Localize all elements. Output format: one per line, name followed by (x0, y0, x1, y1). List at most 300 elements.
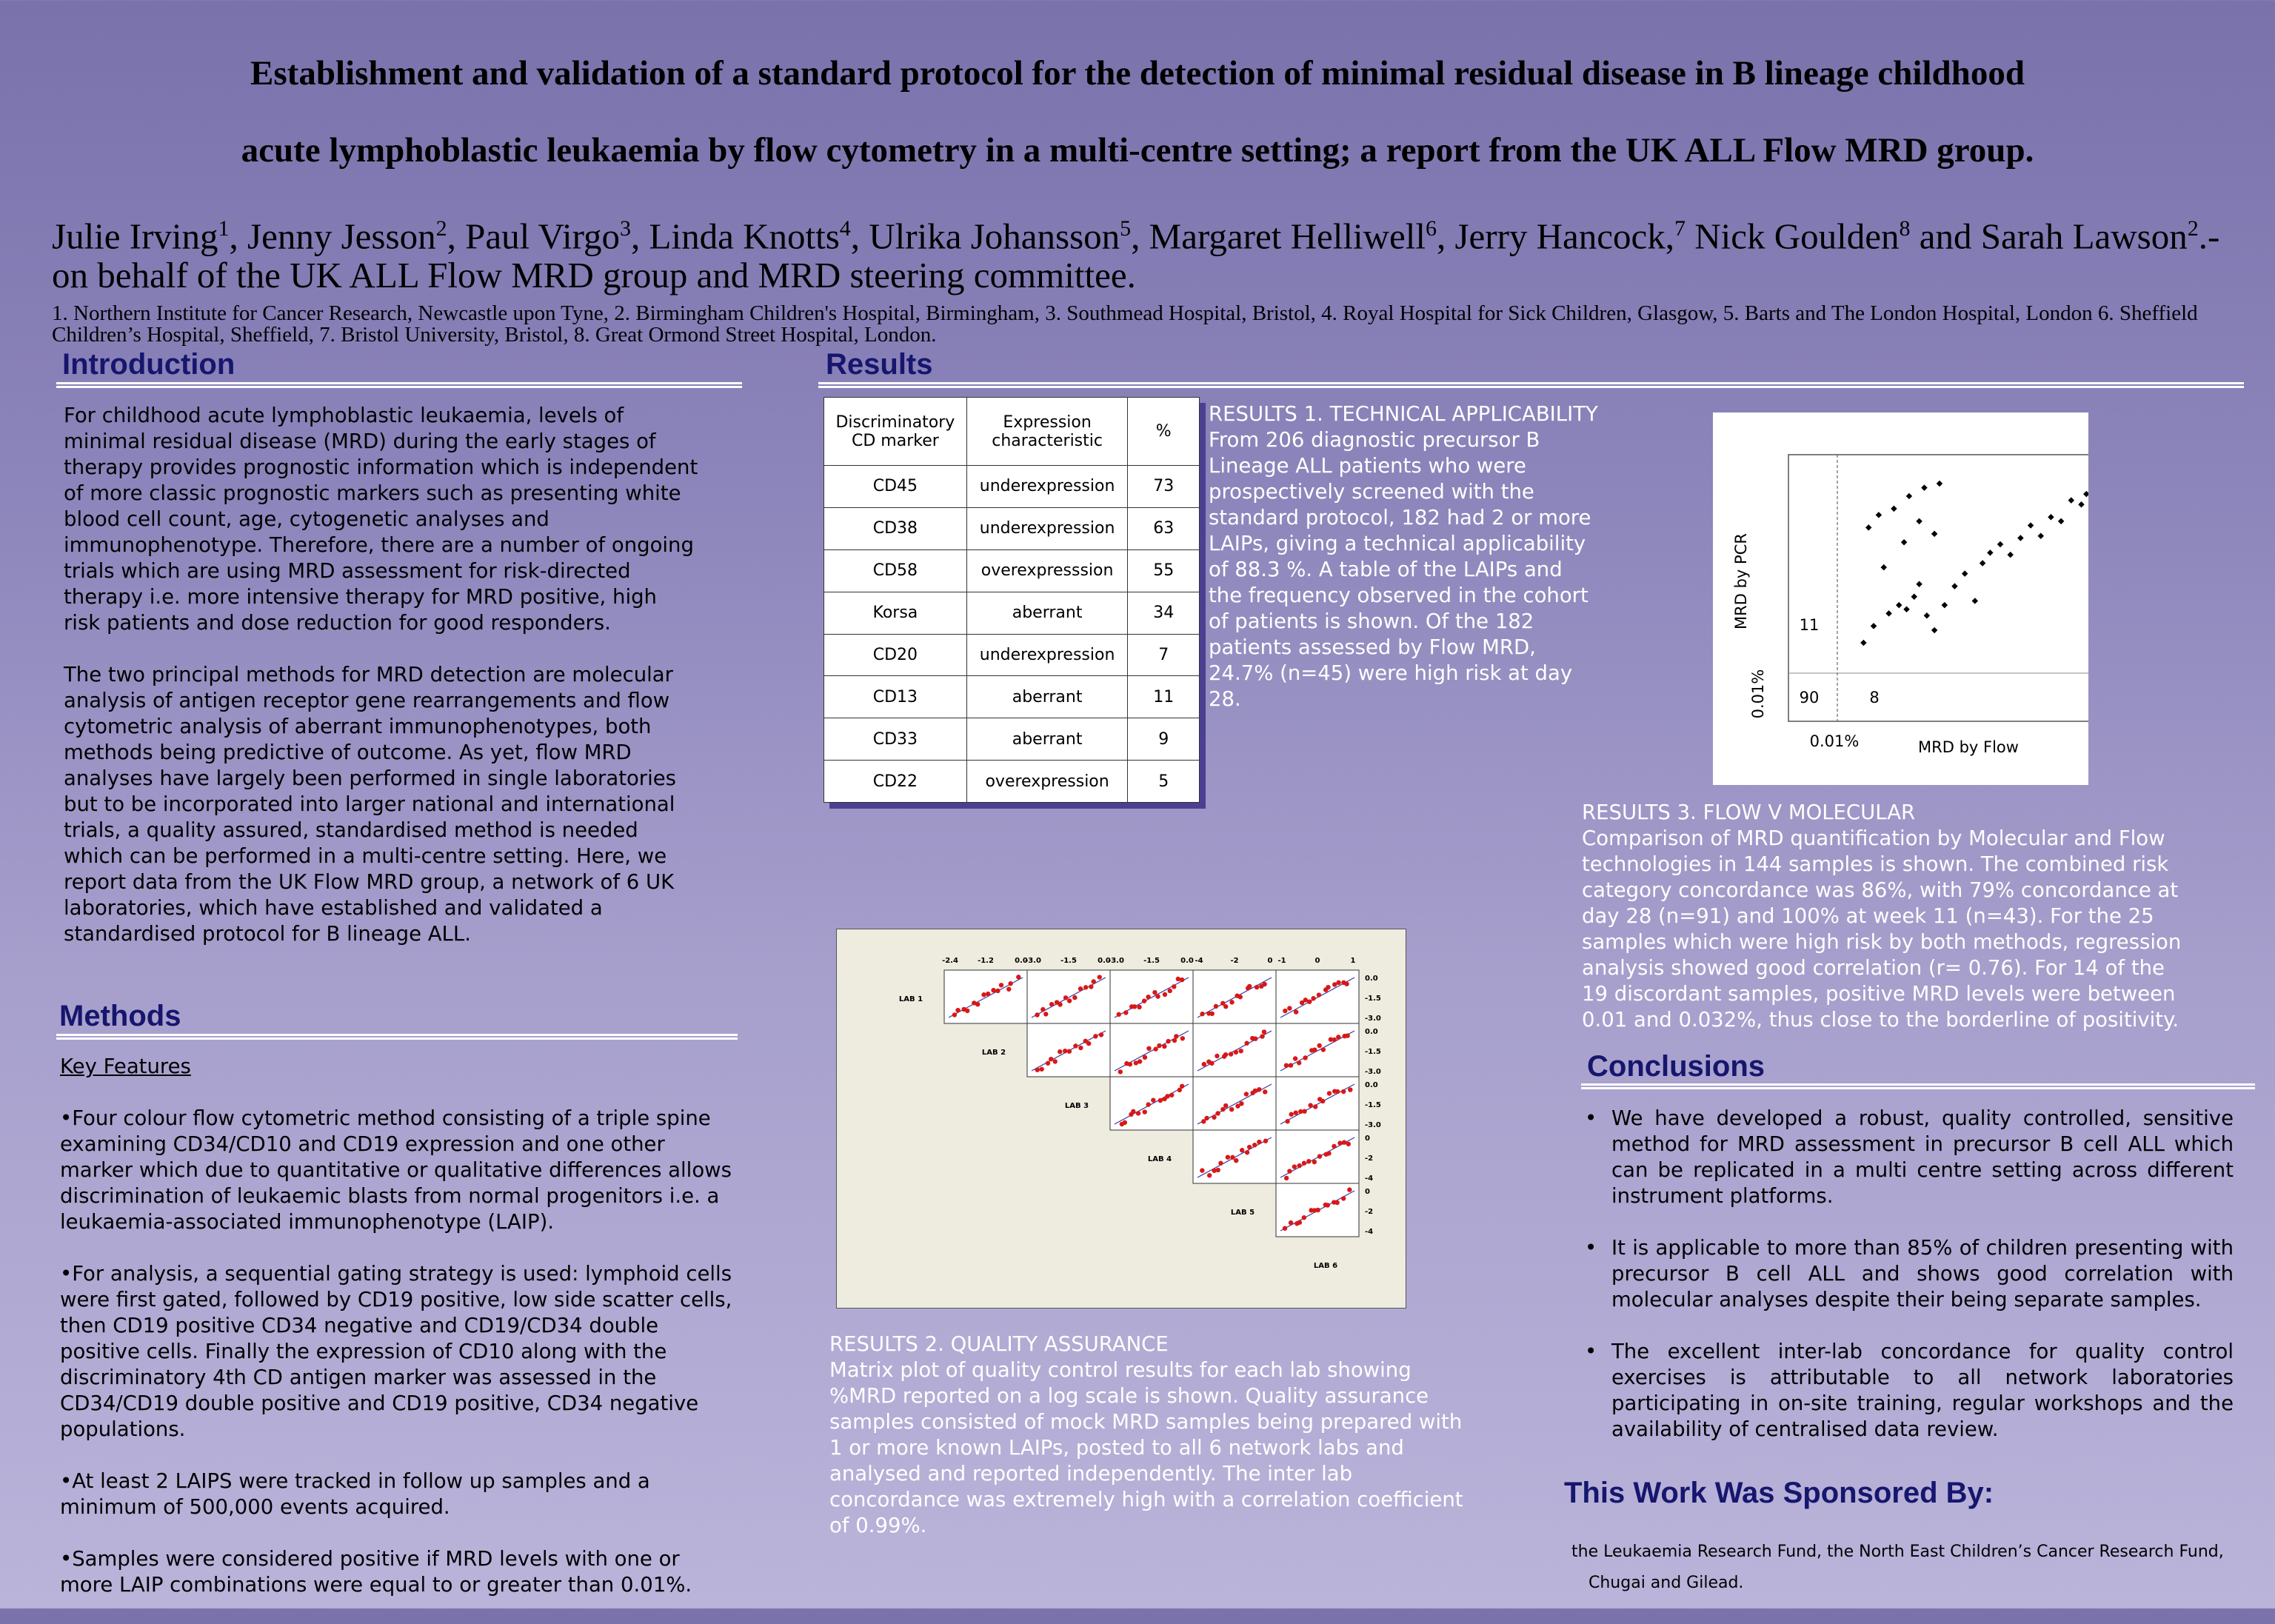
scatter-point (1860, 640, 1866, 646)
methods-subheading: Key Features (60, 1055, 191, 1078)
matrix-data-point (1311, 996, 1315, 1000)
matrix-data-point (1223, 1103, 1228, 1108)
matrix-data-point (1152, 990, 1157, 995)
matrix-data-point (1312, 1160, 1317, 1164)
matrix-top-tick-label: -1.5 (1143, 957, 1160, 965)
introduction-body (64, 403, 775, 973)
author-separator: , (229, 215, 248, 257)
matrix-data-point (1284, 1063, 1289, 1068)
matrix-data-point (1063, 1049, 1067, 1053)
matrix-data-point (1223, 1052, 1228, 1057)
matrix-cell (1110, 1023, 1193, 1077)
matrix-data-point (1297, 1163, 1301, 1168)
matrix-data-point (975, 1002, 980, 1006)
matrix-top-tick-label: -4 (1195, 957, 1203, 965)
matrix-data-point (1151, 1097, 1155, 1102)
conclusion-item: • We have developed a robust, quality controlled, sensitive method for MRD assessment in precursor B cell ALL which can be replicated in a multi centre setting across different instrument platforms. (1611, 1106, 2234, 1209)
matrix-data-point (1327, 1091, 1332, 1095)
x-axis-label: MRD by Flow (1918, 738, 2019, 756)
table-cell: CD45 (824, 466, 967, 508)
table-row (824, 761, 1200, 803)
matrix-data-point (1341, 1196, 1346, 1200)
matrix-data-point (1039, 1067, 1043, 1072)
author-name: Jerry Hancock, (1454, 215, 1675, 257)
matrix-data-point (1214, 1004, 1218, 1009)
matrix-data-point (1262, 982, 1266, 986)
scatter-point (1931, 627, 1937, 633)
matrix-data-point (1303, 1055, 1307, 1060)
matrix-data-point (1176, 977, 1180, 981)
results-3-title: RESULTS 3. FLOW V MOLECULAR (1582, 801, 1916, 824)
matrix-top-tick-label: -1.2 (978, 957, 994, 965)
matrix-data-point (1162, 1044, 1166, 1049)
matrix-data-point (1285, 1119, 1289, 1123)
table-cell: 5 (1128, 761, 1200, 803)
matrix-data-point (1313, 1104, 1317, 1109)
matrix-data-point (1089, 984, 1093, 989)
matrix-data-point (1240, 1148, 1244, 1152)
scatter-point (2007, 552, 2013, 558)
matrix-top-tick-label: -1 (1277, 957, 1286, 965)
scatter-point (1880, 564, 1886, 570)
matrix-data-point (1067, 998, 1072, 1003)
matrix-lab-label: LAB 2 (981, 1049, 1006, 1057)
matrix-data-point (999, 983, 1003, 987)
table-cell: aberrant (966, 592, 1128, 634)
flow-vs-pcr-scatter (1713, 412, 2088, 785)
matrix-data-point (1098, 975, 1102, 979)
matrix-data-point (1345, 1033, 1349, 1037)
matrix-data-point (965, 1009, 969, 1013)
matrix-data-point (1234, 1158, 1238, 1163)
author-affiliation-number: 2 (435, 216, 447, 241)
matrix-data-point (1143, 1109, 1147, 1114)
methods-item: •Samples were considered positive if MRD levels with one or more LAIP combinations were equal to or greater than 0.01%. (60, 1547, 692, 1597)
matrix-data-point (1168, 989, 1172, 993)
results-3 (1582, 800, 2248, 1033)
matrix-data-point (1229, 1000, 1234, 1004)
matrix-data-point (1245, 1150, 1249, 1154)
matrix-data-point (1215, 1054, 1219, 1058)
matrix-data-point (1204, 1116, 1209, 1120)
matrix-data-point (1289, 1220, 1293, 1225)
matrix-data-point (1326, 1151, 1331, 1155)
matrix-data-point (1234, 1050, 1238, 1055)
matrix-data-point (1117, 1012, 1121, 1017)
matrix-data-point (1336, 1035, 1340, 1039)
scatter-point (1865, 524, 1871, 530)
matrix-top-tick-label: 0 (1267, 957, 1273, 965)
matrix-data-point (1138, 1059, 1142, 1063)
matrix-data-point (1247, 1145, 1252, 1149)
table-row (824, 676, 1200, 718)
introduction-paragraph-1: For childhood acute lymphoblastic leukaemia, levels of minimal residual disease (MRD) during the early stages of therapy provides prognostic information which is independent of more classic prognostic markers such as presenting white blood cell count, age, cytogenetic analyses and immunophenotype. Therefore, there are a number of ongoing trials which are using MRD assessment for risk-directed therapy i.e. more intensive therapy for MRD positive, high risk patients and dose reduction for good responders. (64, 404, 698, 635)
results-3-text: Comparison of MRD quantification by Molecular and Flow technologies in 144 samples is shown. The combined risk category concordance was 86%, with 79% concordance at day 28 (n=91) and 100% at week 11 (n=43). For the 25 samples which were high risk by both methods, regression analysis showed good correlation (r= 0.76). For 14 of the 19 discordant samples, positive MRD levels were between 0.01 and 0.032%, thus close to the borderline of positivity. (1582, 826, 2182, 1032)
table-cell: CD33 (824, 718, 967, 761)
matrix-data-point (1302, 1161, 1306, 1166)
results-2 (829, 1331, 1511, 1539)
matrix-data-point (1035, 1067, 1040, 1072)
matrix-data-point (1247, 984, 1252, 989)
table-row (824, 549, 1200, 592)
matrix-data-point (1143, 1055, 1147, 1060)
matrix-data-point (1215, 1111, 1220, 1115)
scatter-point (1871, 623, 1877, 629)
matrix-data-point (991, 988, 995, 992)
matrix-right-tick-label: -1.5 (1365, 1101, 1381, 1109)
scatter-point (1921, 484, 1927, 490)
table-cell: CD58 (824, 549, 967, 592)
matrix-data-point (1260, 1034, 1264, 1038)
scatter-point (1896, 602, 1902, 608)
matrix-data-point (1158, 1098, 1163, 1103)
matrix-data-point (1180, 1084, 1184, 1089)
matrix-right-tick-label: 0 (1365, 1135, 1370, 1143)
methods-item: •For analysis, a sequential gating strategy is used: lymphoid cells were first gated, followed by CD19 positive, low side scatter cells, then CD19 positive CD34 negative and CD19/CD34 double positive cells. Finally the expression of CD10 along with the discriminatory 4th CD antigen marker was assessed in the CD34/CD19 double positive and CD19 positive, CD34 negative populations. (60, 1262, 732, 1441)
matrix-right-tick-label: 0.0 (1365, 1028, 1378, 1036)
matrix-top-tick-label: -2.4 (942, 957, 958, 965)
scatter-point (2058, 518, 2064, 524)
matrix-data-point (1317, 1154, 1322, 1158)
matrix-data-point (1210, 1012, 1215, 1016)
matrix-data-point (1302, 1215, 1306, 1220)
matrix-data-point (1253, 1037, 1257, 1041)
scatter-point (1997, 541, 2003, 547)
author-separator: .- on behalf of the UK ALL Flow MRD group and MRD steering committee. (52, 215, 2220, 296)
table-header-cell: Discriminatory CD marker (824, 398, 967, 466)
matrix-data-point (1262, 1029, 1266, 1034)
sponsors-line-1: the Leukaemia Research Fund, the North East Children’s Cancer Research Fund, (1571, 1543, 2224, 1561)
matrix-right-tick-label: 0.0 (1365, 975, 1378, 983)
matrix-data-point (1326, 1203, 1330, 1207)
table-row (824, 718, 1200, 761)
matrix-data-point (1123, 1010, 1128, 1015)
matrix-data-point (1006, 987, 1011, 992)
matrix-data-point (1341, 1089, 1346, 1094)
conclusions-heading: Conclusions (1587, 1050, 1765, 1083)
scatter-point (2078, 501, 2084, 507)
matrix-data-point (952, 1012, 957, 1017)
matrix-data-point (981, 992, 986, 997)
table-cell: aberrant (966, 718, 1128, 761)
matrix-data-point (1200, 1012, 1204, 1016)
matrix-data-point (1302, 1109, 1306, 1113)
table-cell: aberrant (966, 676, 1128, 718)
matrix-data-point (1238, 995, 1243, 999)
matrix-right-tick-label: -3.0 (1365, 1121, 1381, 1129)
table-cell: Korsa (824, 592, 967, 634)
table-cell: CD20 (824, 634, 967, 676)
qa-matrix-plot (837, 929, 1406, 1308)
author-affiliation-number: 3 (620, 216, 632, 241)
author-affiliation-number: 1 (218, 216, 230, 241)
results-1 (1209, 401, 1638, 712)
matrix-data-point (1294, 1009, 1298, 1014)
methods-item: •At least 2 LAIPS were tracked in follow up samples and a minimum of 500,000 events acquired. (60, 1469, 650, 1519)
matrix-data-point (1287, 1169, 1292, 1173)
table-cell: underexpression (966, 634, 1128, 676)
table-cell: overexpresssion (966, 549, 1128, 592)
matrix-data-point (1263, 1089, 1267, 1094)
matrix-lab-label: LAB 3 (1064, 1102, 1089, 1110)
matrix-data-point (1244, 1041, 1249, 1046)
poster-title-line2: acute lymphoblastic leukaemia by flow cytometry in a multi-centre setting; a report from the UK ALL Flow MRD group. (241, 131, 2034, 170)
matrix-data-point (1136, 1111, 1140, 1115)
matrix-data-point (1155, 994, 1160, 998)
scatter-point (1951, 583, 1957, 589)
matrix-lab-label: LAB 5 (1230, 1209, 1255, 1217)
table-cell: 55 (1128, 549, 1200, 592)
table-header-cell: Expression characteristic (966, 398, 1128, 466)
matrix-data-point (1336, 980, 1340, 985)
matrix-top-tick-label: 0 (1314, 957, 1320, 965)
quadrant-count-bottom-right: 8 (1869, 689, 1880, 706)
table-cell: 34 (1128, 592, 1200, 634)
author-name: Jenny Jesson (247, 215, 436, 257)
results-2-title: RESULTS 2. QUALITY ASSURANCE (829, 1332, 1169, 1356)
matrix-data-point (1153, 1046, 1157, 1051)
matrix-data-point (1308, 1103, 1312, 1107)
matrix-data-point (1332, 1144, 1336, 1149)
scatter-plot-frame (1788, 455, 2088, 721)
x-threshold-label: 0.01% (1809, 732, 1860, 750)
methods-body (60, 1054, 801, 1624)
matrix-cell (1193, 970, 1276, 1023)
matrix-data-point (1053, 1059, 1058, 1063)
author-affiliation-number: 4 (839, 216, 851, 241)
matrix-data-point (1043, 1012, 1048, 1016)
matrix-data-point (1287, 1006, 1292, 1010)
table-row (824, 592, 1200, 634)
matrix-data-point (1326, 985, 1330, 989)
matrix-data-point (1046, 1061, 1050, 1066)
matrix-data-point (1289, 1112, 1293, 1117)
matrix-top-tick-label: -3.0 (1108, 957, 1124, 965)
matrix-data-point (1289, 1063, 1293, 1067)
author-affiliation-number: 7 (1674, 216, 1686, 241)
matrix-data-point (1174, 1034, 1178, 1038)
matrix-data-point (1146, 995, 1150, 999)
matrix-data-point (1337, 1140, 1342, 1145)
matrix-right-tick-label: -2 (1365, 1208, 1374, 1216)
matrix-data-point (1172, 984, 1176, 989)
table-header-cell: % (1128, 398, 1200, 466)
scatter-point (1906, 493, 1912, 499)
table-cell: 9 (1128, 718, 1200, 761)
matrix-data-point (1212, 1115, 1216, 1120)
scatter-point (1891, 506, 1897, 512)
scatter-point (1987, 549, 1993, 555)
matrix-data-point (1297, 1220, 1302, 1225)
quadrant-count-top-left: 11 (1799, 616, 1820, 634)
results-1-text: From 206 diagnostic precursor B Lineage ALL patients who were prospectively screened with the standard protocol, 182 had 2 or more LAIPs, giving a technical applicability of 88.3 %. A table of the LAIPs and the frequency observed in the cohort of patients is shown. Of the 182 patients assessed by Flow MRD, 24.7% (n=45) were high risk at day 28. (1209, 428, 1591, 711)
scatter-point (1916, 581, 1922, 587)
author-separator: , (850, 215, 869, 257)
results-rule (818, 382, 2244, 388)
matrix-data-point (1137, 1005, 1141, 1009)
scatter-point (1972, 598, 1978, 604)
matrix-data-point (1157, 1043, 1161, 1048)
table-cell: CD13 (824, 676, 967, 718)
matrix-data-point (1067, 1049, 1072, 1054)
matrix-top-tick-label: -1.5 (1060, 957, 1077, 965)
introduction-rule (56, 382, 742, 388)
laip-table (824, 397, 1200, 803)
matrix-data-point (1169, 1093, 1174, 1097)
matrix-data-point (1263, 1139, 1268, 1143)
matrix-data-point (1118, 1069, 1123, 1074)
matrix-data-point (1123, 1120, 1127, 1125)
matrix-data-point (955, 1008, 960, 1012)
matrix-right-tick-label: -4 (1365, 1228, 1374, 1236)
matrix-data-point (1180, 978, 1184, 982)
matrix-data-point (1239, 1049, 1243, 1053)
conclusion-item: • The excellent inter-lab concordance for quality control exercises is attributable to all network laboratories participating in on-site training, regular workshops and the availability of centralised data review. (1611, 1339, 2234, 1443)
matrix-data-point (1209, 1061, 1214, 1066)
matrix-data-point (1334, 1200, 1339, 1205)
matrix-top-tick-label: 0.0 (1180, 957, 1194, 965)
matrix-data-point (1128, 1062, 1132, 1066)
scatter-point (2083, 491, 2088, 497)
results-1-title: RESULTS 1. TECHNICAL APPLICABILITY (1209, 402, 1598, 426)
conclusion-item: • It is applicable to more than 85% of children presenting with precursor B cell ALL and shows good correlation with molecular analyses despite their being separate samples. (1611, 1235, 2234, 1313)
author-name: Margaret Helliwell (1149, 215, 1426, 257)
matrix-data-point (1073, 1043, 1078, 1048)
table-cell: overexpression (966, 761, 1128, 803)
matrix-data-point (1342, 1140, 1346, 1144)
matrix-data-point (1040, 1007, 1045, 1012)
methods-item: •Four colour flow cytometric method consisting of a triple spine examining CD34/CD10 and CD19 expression and one other marker which due to quantitative or qualitative differences allows discrimination of leukaemic blasts from normal progenitors i.e. a leukaemia-associated immunophenotype (LAIP). (60, 1106, 732, 1234)
author-name: Linda Knotts (649, 215, 840, 257)
scatter-point (1911, 594, 1917, 600)
matrix-data-point (1283, 1009, 1287, 1013)
table-row (824, 634, 1200, 676)
matrix-data-point (1257, 1087, 1261, 1092)
author-affiliation-number: 2 (2187, 216, 2199, 241)
author-name: Julie Irving (52, 215, 218, 257)
scatter-point (1942, 602, 1948, 608)
matrix-data-point (1229, 1107, 1234, 1112)
results-2-text: Matrix plot of quality control results for each lab showing %MRD reported on a log scale is shown. Quality assurance samples consisted of mock MRD samples being prepared with 1 or more known LAIPs, posted to all 6 network labs and analysed and reported independently. The inter lab concordance was extremely high with a correlation coefficient of 0.99%. (829, 1358, 1463, 1537)
author-name: Paul Virgo (465, 215, 621, 257)
matrix-data-point (1142, 998, 1146, 1003)
matrix-data-point (1244, 1092, 1249, 1096)
matrix-data-point (1093, 1034, 1098, 1038)
table-cell: 73 (1128, 466, 1200, 508)
matrix-right-tick-label: -1.5 (1365, 995, 1381, 1003)
matrix-data-point (1078, 1046, 1083, 1050)
matrix-top-tick-label: 0.0 (1015, 957, 1028, 965)
matrix-data-point (1223, 1004, 1228, 1009)
table-header-row (824, 398, 1200, 466)
author-affiliation-number: 6 (1425, 216, 1437, 241)
introduction-heading: Introduction (62, 348, 235, 381)
matrix-data-point (1307, 999, 1312, 1003)
table-cell: 63 (1128, 507, 1200, 549)
table-row (824, 466, 1200, 508)
scatter-point (2068, 497, 2074, 503)
matrix-data-point (995, 989, 1000, 993)
matrix-data-point (986, 992, 990, 996)
matrix-data-point (1252, 1143, 1257, 1147)
matrix-right-tick-label: 0.0 (1365, 1081, 1378, 1089)
conclusions-body (1585, 1106, 2234, 1468)
matrix-data-point (1058, 1002, 1062, 1006)
scatter-point (2048, 514, 2054, 520)
matrix-data-point (1132, 1004, 1137, 1009)
matrix-data-point (1317, 1043, 1321, 1048)
matrix-data-point (1049, 1057, 1053, 1061)
sponsors-line-2: Chugai and Gilead. (1589, 1574, 1744, 1592)
matrix-data-point (1200, 1168, 1204, 1172)
matrix-top-tick-label: 0.0 (1098, 957, 1111, 965)
matrix-data-point (1348, 1087, 1352, 1092)
matrix-data-point (1297, 1060, 1301, 1065)
scatter-point (1980, 560, 1985, 566)
matrix-data-point (1146, 1102, 1150, 1106)
matrix-data-point (1332, 1037, 1337, 1042)
author-separator (1686, 215, 1694, 256)
matrix-cell (1276, 1023, 1359, 1077)
matrix-data-point (1166, 1039, 1170, 1043)
matrix-data-point (1226, 1154, 1230, 1159)
author-separator: , (1131, 215, 1149, 257)
matrix-data-point (1180, 1036, 1185, 1040)
author-separator: , (631, 215, 649, 257)
matrix-lab-label: LAB 1 (898, 995, 923, 1003)
matrix-data-point (1049, 1002, 1054, 1006)
matrix-data-point (1202, 1062, 1206, 1066)
scatter-point (1901, 539, 1907, 545)
introduction-paragraph-2: The two principal methods for MRD detection are molecular analysis of antigen receptor gene rearrangements and flow cytometric analysis of aberrant immunophenotypes, both methods being predictive of outcome. As yet, flow MRD analyses have largely been performed in single laboratories but to be incorporated into larger national and international trials, a quality assured, standardised method is needed which can be performed in a multi-centre setting. Here, we report data from the UK Flow MRD group, a network of 6 UK laboratories, which have established and validated a standardised protocol for B lineage ALL. (64, 663, 677, 946)
matrix-top-tick-label: -3.0 (1025, 957, 1041, 965)
table-row (824, 507, 1200, 549)
matrix-data-point (1293, 1056, 1297, 1060)
scatter-point (1916, 518, 1922, 524)
matrix-data-point (1283, 1226, 1287, 1230)
author-affiliation-number: 5 (1120, 216, 1132, 241)
matrix-data-point (1344, 982, 1349, 986)
matrix-data-point (1347, 1187, 1352, 1192)
matrix-data-point (1321, 1047, 1326, 1052)
matrix-data-point (1063, 995, 1068, 1000)
matrix-data-point (1255, 985, 1259, 989)
matrix-data-point (1099, 1032, 1103, 1037)
sponsors-heading: This Work Was Sponsored By: (1564, 1477, 1994, 1509)
matrix-right-tick-label: -4 (1365, 1174, 1374, 1183)
methods-heading: Methods (59, 1000, 181, 1032)
matrix-data-point (1083, 985, 1088, 989)
author-separator: and (1910, 215, 1981, 257)
flow-vs-pcr-chart-panel (1713, 412, 2088, 785)
matrix-data-point (1078, 986, 1083, 991)
qa-matrix-panel (836, 929, 1406, 1309)
matrix-data-point (1008, 981, 1012, 986)
scatter-point (1924, 612, 1930, 618)
matrix-data-point (1216, 1168, 1220, 1172)
table-cell: 7 (1128, 634, 1200, 676)
matrix-data-point (1306, 1159, 1311, 1163)
matrix-top-tick-label: 1 (1350, 957, 1356, 965)
results-heading: Results (826, 348, 933, 381)
author-name: Ulrika Johansson (869, 215, 1120, 257)
matrix-data-point (1072, 995, 1077, 1000)
matrix-data-point (1016, 975, 1020, 979)
matrix-top-tick-label: -2 (1230, 957, 1239, 965)
matrix-data-point (1218, 1161, 1223, 1166)
matrix-data-point (1257, 1140, 1261, 1144)
matrix-data-point (1312, 1047, 1317, 1052)
